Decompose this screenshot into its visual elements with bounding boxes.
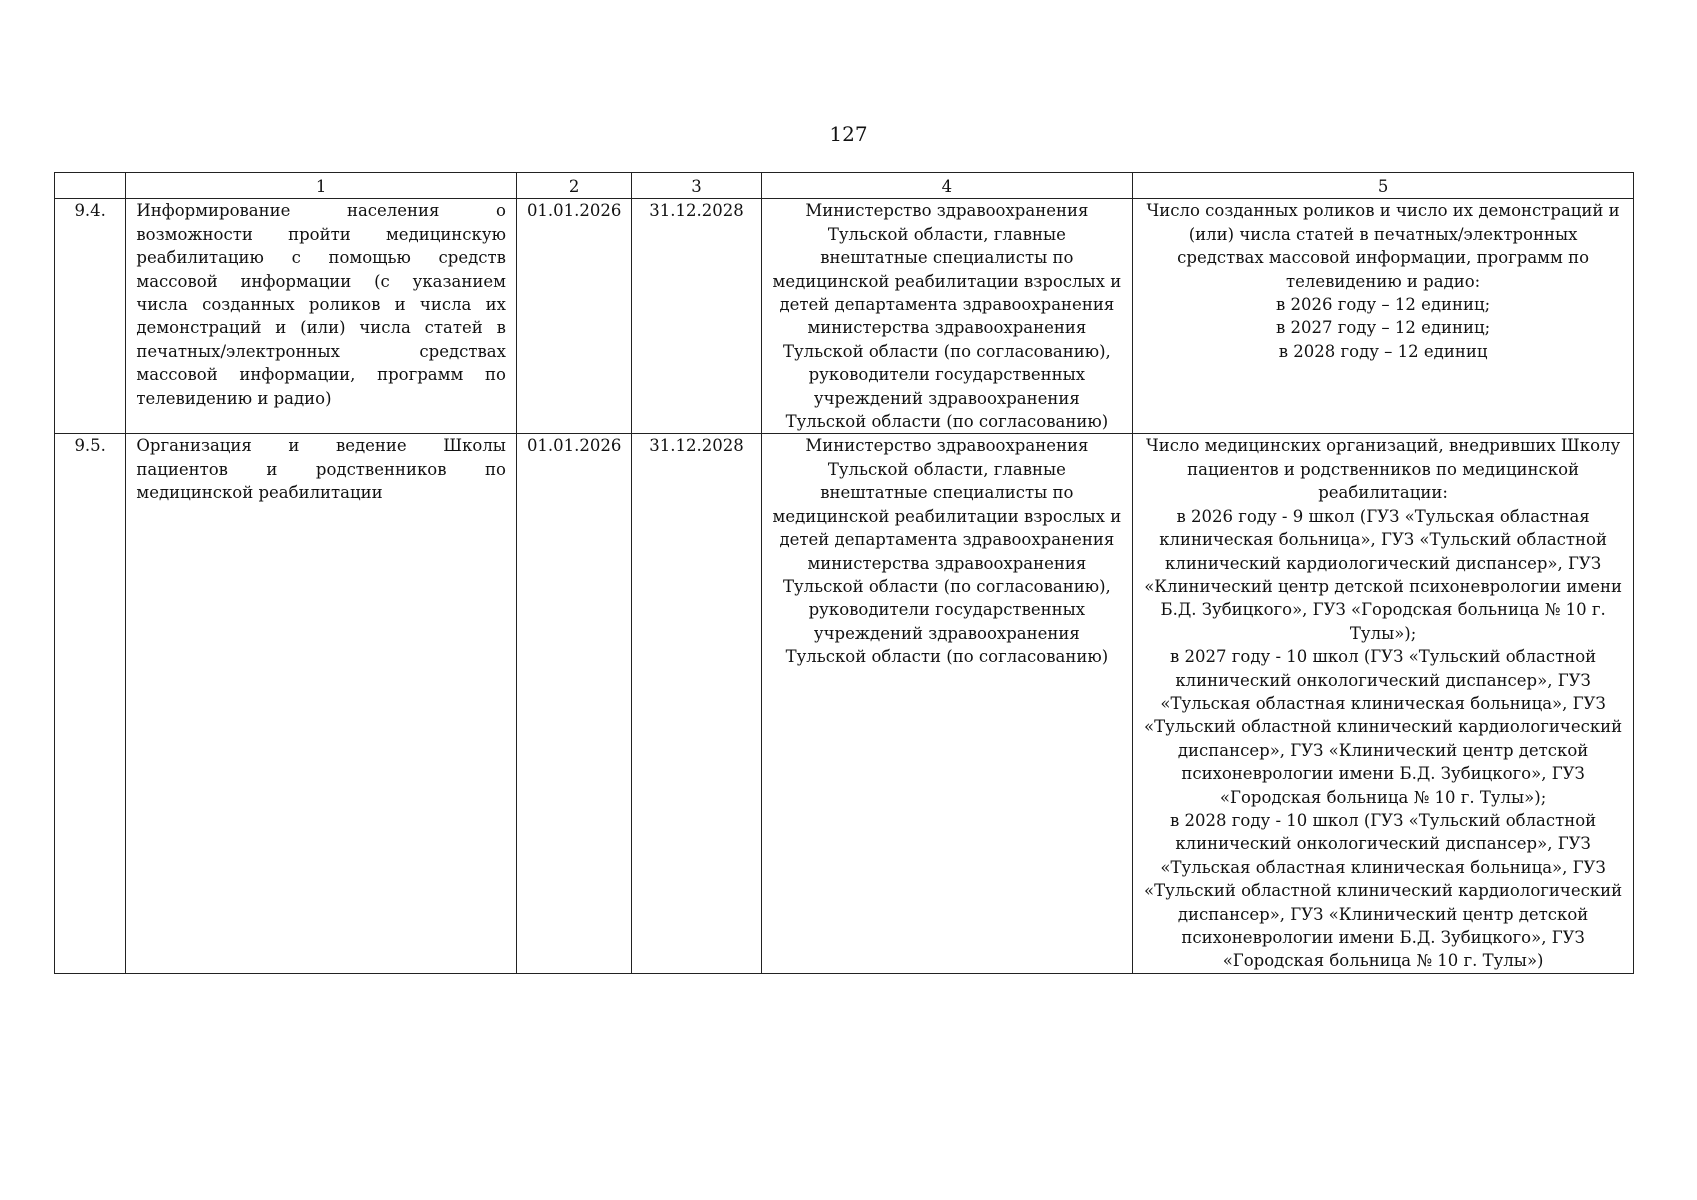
row-number: 9.5. — [55, 434, 126, 973]
start-date-cell: 01.01.2026 — [516, 199, 631, 434]
result-line: в 2026 году - 9 школ (ГУЗ «Тульская областная клиническая больница», ГУЗ «Тульский областной клинический кардиологический диспансер», ГУЗ «Клинический центр детской психоневрологии имени Б.Д. Зубицкого», ГУЗ «Городская больница № 10 г. Тулы»); — [1144, 506, 1622, 643]
row-number: 9.4. — [55, 199, 126, 434]
result-line: в 2028 году – 12 единиц — [1278, 341, 1488, 361]
result-cell — [1133, 434, 1634, 973]
end-date-cell: 31.12.2028 — [632, 434, 761, 973]
result-line: в 2028 году - 10 школ (ГУЗ «Тульский областной клинический онкологический диспансер», ГУЗ «Тульская областная клиническая больница», ГУЗ «Тульский областной клинический кардиологический диспансер», ГУЗ «Клинический центр детской психоневрологии имени Б.Д. Зубицкого», ГУЗ «Городская больница № 10 г. Тулы») — [1144, 810, 1623, 971]
result-line: в 2027 году – 12 единиц; — [1275, 318, 1491, 338]
table-row — [55, 199, 1634, 434]
header-row — [55, 173, 1634, 199]
header-cell-4: 4 — [761, 173, 1133, 199]
result-cell — [1133, 199, 1634, 434]
header-cell-2: 2 — [516, 173, 631, 199]
activity-cell: Организация и ведение Школы пациентов и родственников по медицинской реабилитации — [126, 434, 517, 973]
header-cell-3: 3 — [632, 173, 761, 199]
responsible-cell: Министерство здравоохранения Тульской области, главные внештатные специалисты по медицинской реабилитации взрослых и детей департамента здравоохранения министерства здравоохранения Тульской области (по согласованию), руководители государственных учреждений здравоохранения Тульской области (по согласованию) — [761, 434, 1133, 973]
result-line: Число созданных роликов и число их демонстраций и (или) числа статей в печатных/электронных средствах массовой информации, программ по телевидению и радио: — [1146, 201, 1620, 291]
header-cell-1: 1 — [126, 173, 517, 199]
start-date-cell: 01.01.2026 — [516, 434, 631, 973]
result-line: в 2026 году – 12 единиц; — [1275, 295, 1491, 315]
end-date-cell: 31.12.2028 — [632, 199, 761, 434]
result-line: Число медицинских организаций, внедривших Школу пациентов и родственников по медицинской реабилитации: — [1145, 436, 1621, 503]
table-row — [55, 434, 1634, 973]
header-cell-5: 5 — [1133, 173, 1634, 199]
activity-cell: Информирование населения о возможности пройти медицинскую реабилитацию с помощью средств массовой информации (с указанием числа созданных роликов и числа их демонстраций и (или) числа статей в печатных/электронных средствах массовой информации, программ по телевидению и радио) — [126, 199, 517, 434]
result-line: в 2027 году - 10 школ (ГУЗ «Тульский областной клинический онкологический диспансер», ГУЗ «Тульская областная клиническая больница», ГУЗ «Тульский областной клинический кардиологический диспансер», ГУЗ «Клинический центр детской психоневрологии имени Б.Д. Зубицкого», ГУЗ «Городская больница № 10 г. Тулы»); — [1144, 647, 1623, 807]
header-cell-number — [55, 173, 126, 199]
responsible-cell: Министерство здравоохранения Тульской области, главные внештатные специалисты по медицинской реабилитации взрослых и детей департамента здравоохранения министерства здравоохранения Тульской области (по согласованию), руководители государственных учреждений здравоохранения Тульской области (по согласованию) — [761, 199, 1133, 434]
plan-table — [54, 172, 1634, 974]
page-number: 127 — [829, 122, 868, 146]
